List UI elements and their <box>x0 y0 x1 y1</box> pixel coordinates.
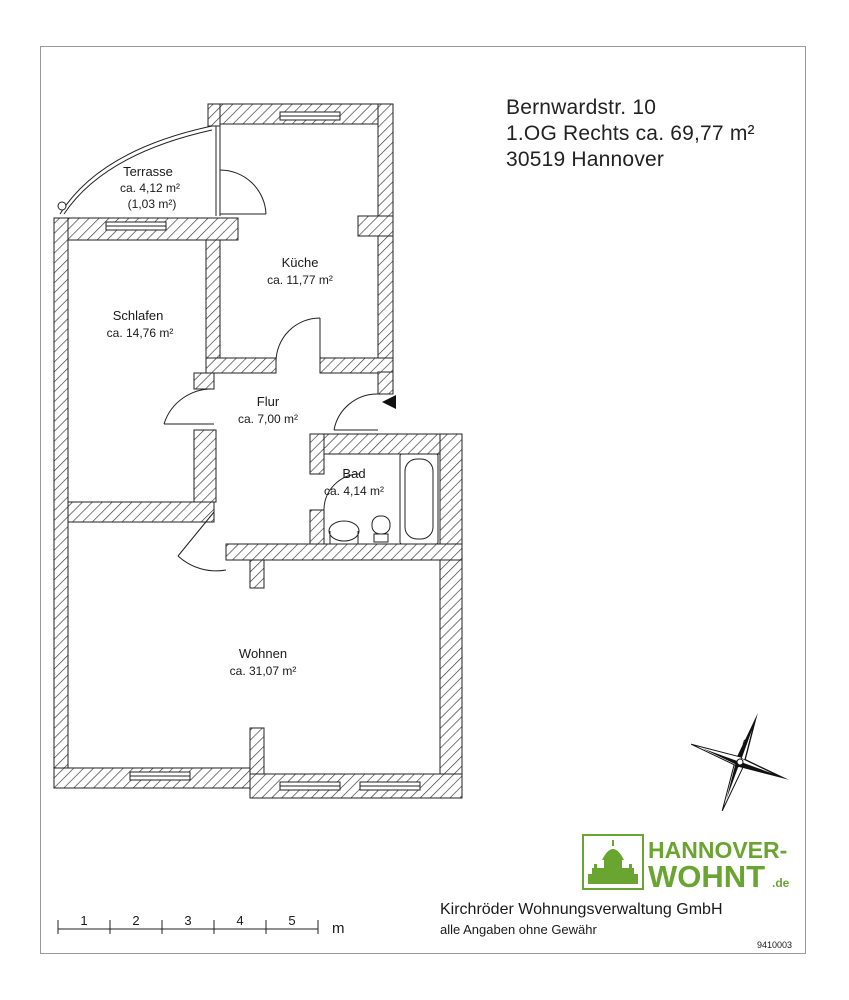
room-wohnen-name: Wohnen <box>238 646 288 661</box>
address-city: 30519 Hannover <box>506 148 665 171</box>
scale-tick-3: 3 <box>184 913 192 928</box>
scale-tick-1: 1 <box>80 913 88 928</box>
room-wohnen-area: ca. 31,07 m² <box>229 664 297 678</box>
room-flur-area: ca. 7,00 m² <box>237 412 299 426</box>
logo-suffix: .de <box>772 876 790 890</box>
document-id: 9410003 <box>757 940 793 950</box>
disclaimer: alle Angaben ohne Gewähr <box>440 922 597 937</box>
room-terrasse-area: ca. 4,12 m² <box>119 181 181 195</box>
logo-line2: WOHNT <box>648 859 766 892</box>
walls <box>54 104 462 798</box>
room-labels <box>107 164 384 678</box>
room-kueche-area: ca. 11,77 m² <box>267 273 333 287</box>
company-name: Kirchröder Wohnungsverwaltung GmbH <box>440 901 723 918</box>
logo-line1: HANNOVER- <box>648 837 788 863</box>
compass-north-label: N <box>741 739 749 748</box>
scale-tick-4: 4 <box>236 913 244 928</box>
room-schlafen-area: ca. 14,76 m² <box>106 326 174 340</box>
scale-tick-5: 5 <box>288 913 296 928</box>
room-bad-name: Bad <box>342 466 366 481</box>
room-terrasse-name: Terrasse <box>123 164 173 179</box>
scale-tick-2: 2 <box>132 913 140 928</box>
room-flur-name: Flur <box>256 394 280 409</box>
room-kueche-name: Küche <box>281 255 319 270</box>
address-street: Bernwardstr. 10 <box>506 96 657 119</box>
hannover-wohnt-logo <box>582 834 794 892</box>
entrance-arrow-icon <box>382 395 396 409</box>
room-bad-area: ca. 4,14 m² <box>323 484 385 498</box>
room-schlafen-name: Schlafen <box>112 308 164 323</box>
compass-icon <box>673 695 806 828</box>
room-terrasse-note: (1,03 m²) <box>127 197 177 211</box>
address-unit: 1.OG Rechts ca. 69,77 m² <box>506 122 755 145</box>
scale-unit: m <box>332 920 345 937</box>
